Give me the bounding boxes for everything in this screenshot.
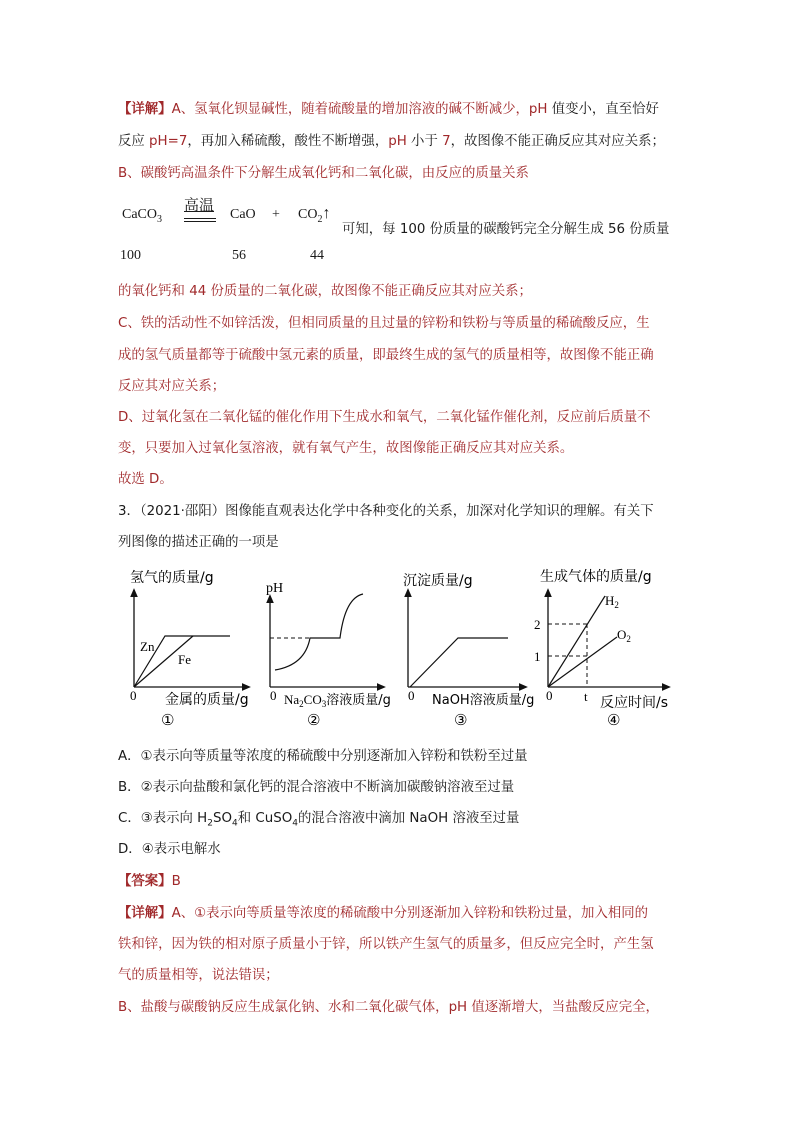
graph-1-number: ①: [161, 711, 175, 729]
graph-3: [403, 573, 534, 729]
graph-2-xlabel: $Na_2CO_3$溶液质量/g: [284, 692, 391, 709]
detail-line-7: 反应其对应关系；: [118, 379, 226, 394]
detail-line-1: [118, 100, 678, 120]
graph-4-o2-label: $O_2$: [617, 627, 631, 644]
detail-text: A、氢氧化钡显碱性，随着硫酸量的增加溶液的碱不断减少，: [171, 102, 529, 117]
option-d: D．④表示电解水: [118, 842, 221, 857]
graph-4-ylabel: 生成气体的质量/g: [540, 569, 652, 585]
question-3-line-2: 列图像的描述正确的一项是: [118, 535, 279, 550]
graph-1-zn-label: Zn: [140, 639, 155, 654]
graph-2-curve: [275, 594, 363, 670]
graph-3-line: [410, 638, 508, 687]
equation-mass-1: 100: [120, 248, 141, 263]
detail-tag: 【详解】: [118, 102, 172, 117]
detail-text: ，再加入稀硫酸，酸性不断增强，: [187, 134, 389, 149]
equation-reactant: CaCO$_3$: [122, 207, 162, 225]
detail-text: 值变小，直至恰好: [547, 102, 659, 117]
graph-1-origin: 0: [130, 688, 137, 703]
equation-mass-2: 56: [232, 248, 246, 263]
equation-condition: 高温: [184, 196, 215, 214]
detail2-line-3: 气的质量相等，说法错误；: [118, 968, 279, 983]
graph-4: [534, 568, 668, 729]
graph-3-number: ③: [454, 711, 468, 729]
graph-1-ylabel: 氢气的质量/g: [130, 570, 214, 586]
option-c: C．③表示向 $H_2SO_4$和 CuSO$_4$的混合溶液中滴加 NaOH 溶液至过量: [118, 811, 520, 829]
option-a: A．①表示向等质量等浓度的稀硫酸中分别逐渐加入锌粉和铁粉至过量: [118, 749, 528, 764]
graph-4-h2-label: $H_2$: [605, 593, 619, 610]
detail-line-10: 故选 D。: [118, 472, 173, 487]
detail-text: 反应: [118, 134, 150, 149]
detail-text: pH=7: [149, 134, 188, 149]
graph-2-origin: 0: [270, 688, 277, 703]
graph-4-xlabel: 反应时间/s: [600, 695, 669, 711]
detail-line-5: C、铁的活动性不如锌活泼，但相同质量的且过量的锌粉和铁粉与等质量的稀硫酸反应，生: [118, 316, 650, 331]
answer-tag: 【答案】: [118, 874, 172, 889]
graph-2-ylabel: pH: [266, 581, 284, 596]
graph-3-ylabel: 沉淀质量/g: [403, 573, 473, 589]
detail-line-9: 变，只要加入过氧化氢溶液，就有氧气产生，故图像能正确反应其对应关系。: [118, 441, 574, 456]
detail2-line-2: 铁和锌，因为铁的相对原子质量小于锌，所以铁产生氢气的质量多，但反应完全时，产生氢: [118, 937, 654, 952]
graph-4-tick-t: t: [584, 689, 588, 704]
equation-product-1: CaO: [230, 207, 256, 222]
detail-line-2: [118, 132, 678, 152]
graph-4-tick-2: 2: [534, 617, 541, 632]
detail-line-3: B、碳酸钙高温条件下分解生成氧化钙和二氧化碳，由反应的质量关系: [118, 166, 529, 181]
detail2-tag: 【详解】: [118, 906, 172, 921]
detail-text: 小于: [406, 134, 443, 149]
equation-plus: +: [272, 207, 280, 222]
graphs-figure: [0, 555, 794, 735]
equation-product-2: $CO_2↑$: [298, 205, 331, 225]
graph-4-tick-1: 1: [534, 649, 541, 664]
graph-2: [266, 581, 391, 729]
graph-1: [130, 570, 249, 729]
graph-1-xlabel: 金属的质量/g: [165, 692, 249, 708]
equation-bar: [184, 218, 216, 219]
graph-4-number: ④: [607, 711, 621, 729]
equation-tail: 可知，每 100 份质量的碳酸钙完全分解生成 56 份质量: [342, 222, 670, 237]
detail2-text: A、①表示向等质量等浓度的稀硫酸中分别逐渐加入锌粉和铁粉过量，加入相同的: [171, 906, 649, 921]
detail-text: pH: [528, 102, 548, 117]
detail2-line-1: [118, 904, 678, 924]
graph-1-fe-label: Fe: [178, 652, 191, 667]
detail-line-6: 成的氢气质量都等于硫酸中氢元素的质量，即最终生成的氢气的质量相等，故图像不能正确: [118, 348, 654, 363]
graph-4-h2-line: [548, 596, 605, 687]
graph-3-origin: 0: [408, 688, 415, 703]
detail-line-4: 的氧化钙和 44 份质量的二氧化碳，故图像不能正确反应其对应关系；: [118, 284, 532, 299]
detail-text: ，故图像不能正确反应其对应关系；: [450, 134, 665, 149]
answer-line: [118, 872, 678, 892]
answer-value: B: [171, 874, 181, 889]
detail2-line-4: B、盐酸与碳酸钠反应生成氯化钠、水和二氧化碳气体，pH 值逐渐增大，当盐酸反应完全，: [118, 1000, 659, 1015]
graph-2-number: ②: [307, 711, 321, 729]
equation-bar: [184, 221, 216, 222]
equation-mass-3: 44: [310, 248, 324, 263]
detail-text: 7: [442, 134, 451, 149]
question-3-line-1: 3．（2021·邵阳）图像能直观表达化学中各种变化的关系，加深对化学知识的理解。有关下: [118, 504, 654, 519]
graph-4-o2-line: [548, 637, 617, 687]
graph-3-xlabel: NaOH溶液质量/g: [432, 693, 535, 708]
option-b: B．②表示向盐酸和氯化钙的混合溶液中不断滴加碳酸钠溶液至过量: [118, 780, 515, 795]
detail-line-8: D、过氧化氢在二氧化锰的催化作用下生成水和氧气，二氧化锰作催化剂，反应前后质量不: [118, 410, 651, 425]
graph-4-origin: 0: [546, 688, 553, 703]
detail-text: pH: [388, 134, 407, 149]
